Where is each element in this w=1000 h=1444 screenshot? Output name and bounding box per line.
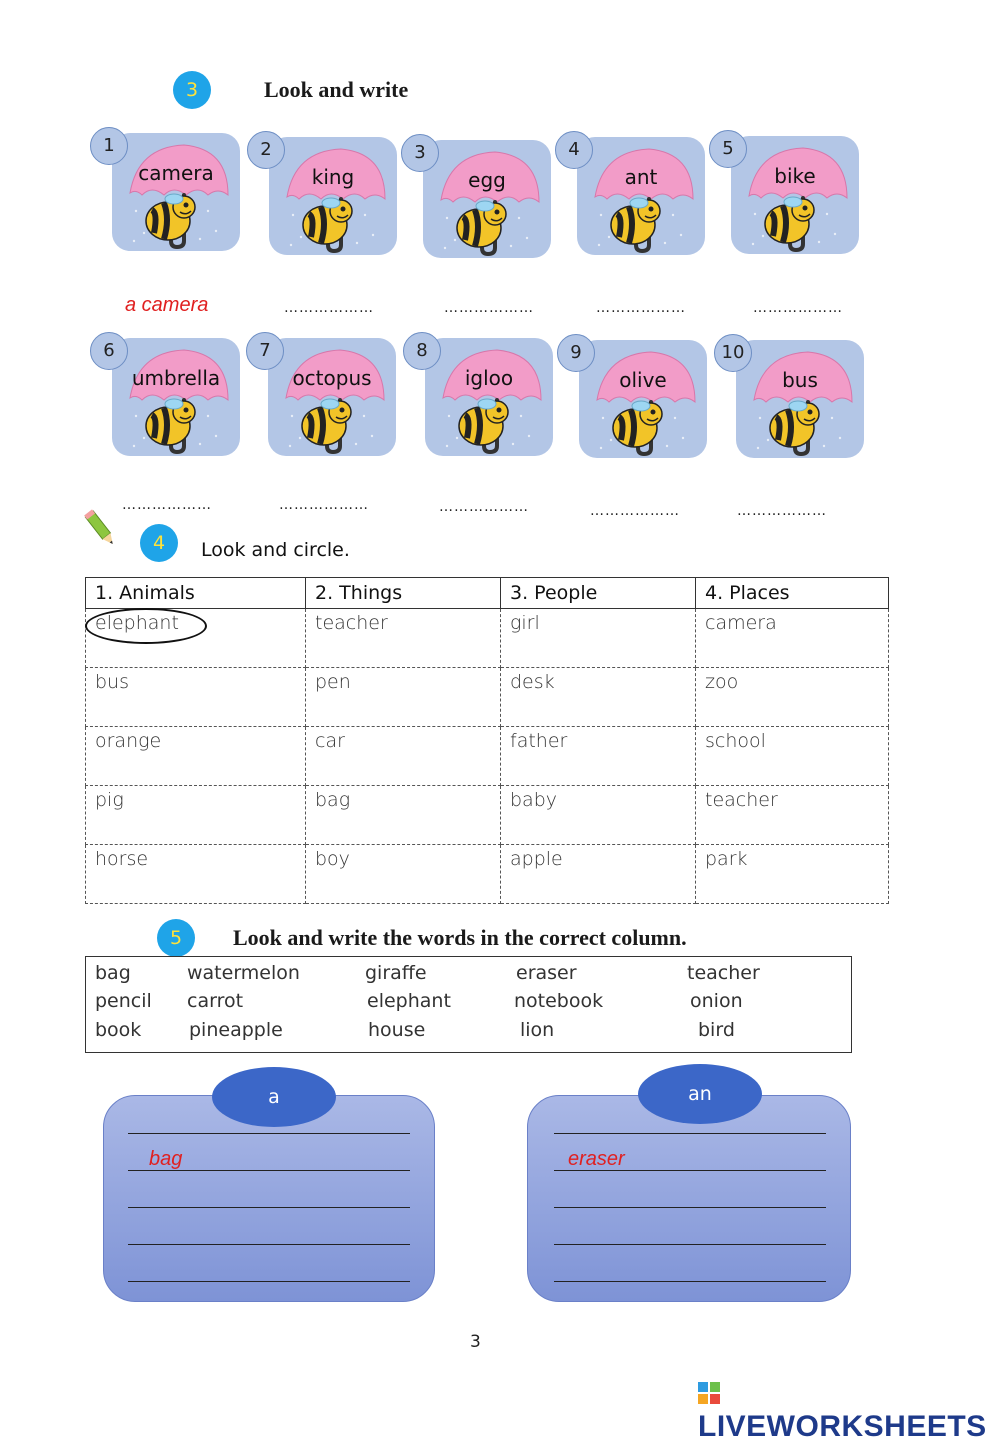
answer-line[interactable]: [128, 1244, 410, 1245]
picture-card: [722, 136, 859, 254]
table-cell[interactable]: teacher: [696, 786, 889, 845]
table-cell[interactable]: girl: [501, 609, 696, 668]
section-3-title: Look and write: [264, 77, 409, 102]
picture-card: [260, 137, 397, 255]
card-word: octopus: [292, 366, 372, 390]
picture-card: [414, 140, 551, 258]
answer-1[interactable]: a camera: [125, 294, 209, 316]
table-cell[interactable]: [86, 609, 306, 668]
word-bank-item: teacher: [687, 962, 760, 984]
umbrella-bee-icon: [591, 348, 699, 456]
table-cell[interactable]: father: [501, 727, 696, 786]
card-number: 3: [401, 134, 439, 172]
section-3-badge: 3: [173, 71, 211, 109]
blank-8[interactable]: ………………: [439, 499, 529, 515]
word-bank-item: house: [368, 1019, 426, 1041]
circled-word[interactable]: [95, 612, 179, 634]
table-cell[interactable]: orange: [86, 727, 306, 786]
table-cell[interactable]: boy: [306, 845, 501, 904]
section-5-badge: 5: [157, 919, 195, 957]
table-row: [86, 668, 889, 727]
picture-card: [259, 338, 396, 456]
word-bank-item: watermelon: [187, 962, 300, 984]
card-word: bus: [782, 368, 818, 392]
card-number: 8: [403, 332, 441, 370]
card-word: olive: [619, 368, 667, 392]
picture-card: [570, 340, 707, 458]
word-bank-item: giraffe: [365, 962, 427, 984]
card-word: king: [311, 165, 355, 189]
table-cell[interactable]: pen: [306, 668, 501, 727]
section-4-badge: 4: [140, 524, 178, 562]
umbrella-bee-icon: [589, 145, 697, 253]
bucket-an: [527, 1095, 851, 1302]
table-header-row: [86, 578, 889, 609]
header-people: 3. People: [501, 578, 696, 609]
pencil-icon: [84, 508, 118, 550]
liveworksheets-logo: [698, 1376, 1000, 1444]
page-number: 3: [470, 1332, 481, 1352]
card-number: 5: [709, 130, 747, 168]
table-cell[interactable]: apple: [501, 845, 696, 904]
table-row: [86, 786, 889, 845]
card-word: bike: [774, 164, 816, 188]
word-bank-item: carrot: [187, 990, 244, 1012]
table-cell[interactable]: bus: [86, 668, 306, 727]
word-bank-item: bag: [95, 962, 131, 984]
header-animals: 1. Animals: [86, 578, 306, 609]
card-word: umbrella: [131, 366, 221, 390]
word-bank-item: elephant: [367, 990, 451, 1012]
blank-7[interactable]: ………………: [279, 497, 369, 513]
picture-card: [103, 133, 240, 251]
word-bank-item: notebook: [514, 990, 604, 1012]
card-word: camera: [138, 161, 214, 185]
card-number: 6: [90, 332, 128, 370]
blank-5[interactable]: ………………: [753, 300, 843, 316]
picture-card: [721, 340, 864, 458]
card-number: 10: [714, 334, 752, 372]
card-word: igloo: [464, 366, 514, 390]
section-5-title: Look and write the words in the correct column.: [233, 925, 687, 950]
umbrella-bee-icon: [437, 346, 545, 454]
table-cell[interactable]: school: [696, 727, 889, 786]
table-row: [86, 727, 889, 786]
blank-9[interactable]: ………………: [590, 503, 680, 519]
logo-mark-icon: [698, 1382, 720, 1404]
table-cell[interactable]: car: [306, 727, 501, 786]
word-bank-item: eraser: [516, 962, 577, 984]
table-cell[interactable]: horse: [86, 845, 306, 904]
blank-4[interactable]: ………………: [596, 300, 686, 316]
word-bank-item: pencil: [95, 990, 152, 1012]
picture-card: [103, 338, 240, 456]
card-word: egg: [468, 168, 506, 192]
header-places: 4. Places: [696, 578, 889, 609]
bucket-an-answer[interactable]: eraser: [568, 1148, 625, 1170]
answer-line[interactable]: [128, 1133, 410, 1134]
bucket-a-label: a: [212, 1067, 336, 1127]
blank-10[interactable]: ………………: [737, 503, 827, 519]
section-4-title: Look and circle.: [201, 539, 350, 561]
answer-line[interactable]: [128, 1281, 410, 1282]
word-bank-item: book: [95, 1019, 142, 1041]
table-row: [86, 845, 889, 904]
answer-line[interactable]: [554, 1244, 826, 1245]
card-number: 9: [557, 334, 595, 372]
answer-line[interactable]: [554, 1207, 826, 1208]
header-things: 2. Things: [306, 578, 501, 609]
blank-2[interactable]: ………………: [284, 300, 374, 316]
answer-line[interactable]: [128, 1207, 410, 1208]
answer-line[interactable]: [554, 1281, 826, 1282]
blank-3[interactable]: ………………: [444, 300, 534, 316]
circle-mark: [85, 608, 207, 644]
card-word: ant: [624, 165, 658, 189]
picture-card: [416, 338, 553, 456]
logo-text: LIVEWORKSHEETS: [698, 1410, 987, 1443]
word-bank: [85, 956, 852, 1053]
table-cell[interactable]: desk: [501, 668, 696, 727]
table-cell[interactable]: zoo: [696, 668, 889, 727]
card-number: 2: [247, 131, 285, 169]
umbrella-bee-icon: [435, 148, 543, 256]
card-number: 4: [555, 131, 593, 169]
answer-line[interactable]: [554, 1133, 826, 1134]
umbrella-bee-icon: [748, 348, 856, 456]
card-number: 1: [90, 127, 128, 165]
cell-text: elephant: [95, 612, 179, 634]
umbrella-bee-icon: [124, 346, 232, 454]
table-cell[interactable]: bag: [306, 786, 501, 845]
umbrella-bee-icon: [124, 141, 232, 249]
word-bank-item: onion: [690, 990, 743, 1012]
umbrella-bee-icon: [743, 144, 851, 252]
bucket-an-label: an: [638, 1064, 762, 1124]
table-cell[interactable]: park: [696, 845, 889, 904]
table-row: [86, 609, 889, 668]
picture-card: [568, 137, 705, 255]
umbrella-bee-icon: [281, 145, 389, 253]
table-cell[interactable]: teacher: [306, 609, 501, 668]
bucket-a-answer[interactable]: bag: [149, 1148, 183, 1170]
word-bank-item: pineapple: [189, 1019, 283, 1041]
table-cell[interactable]: camera: [696, 609, 889, 668]
blank-6[interactable]: ………………: [122, 497, 212, 513]
word-bank-item: bird: [698, 1019, 735, 1041]
card-number: 7: [246, 332, 284, 370]
umbrella-bee-icon: [280, 346, 388, 454]
word-bank-item: lion: [520, 1019, 555, 1041]
circle-table: [85, 577, 889, 904]
table-cell[interactable]: baby: [501, 786, 696, 845]
table-cell[interactable]: pig: [86, 786, 306, 845]
